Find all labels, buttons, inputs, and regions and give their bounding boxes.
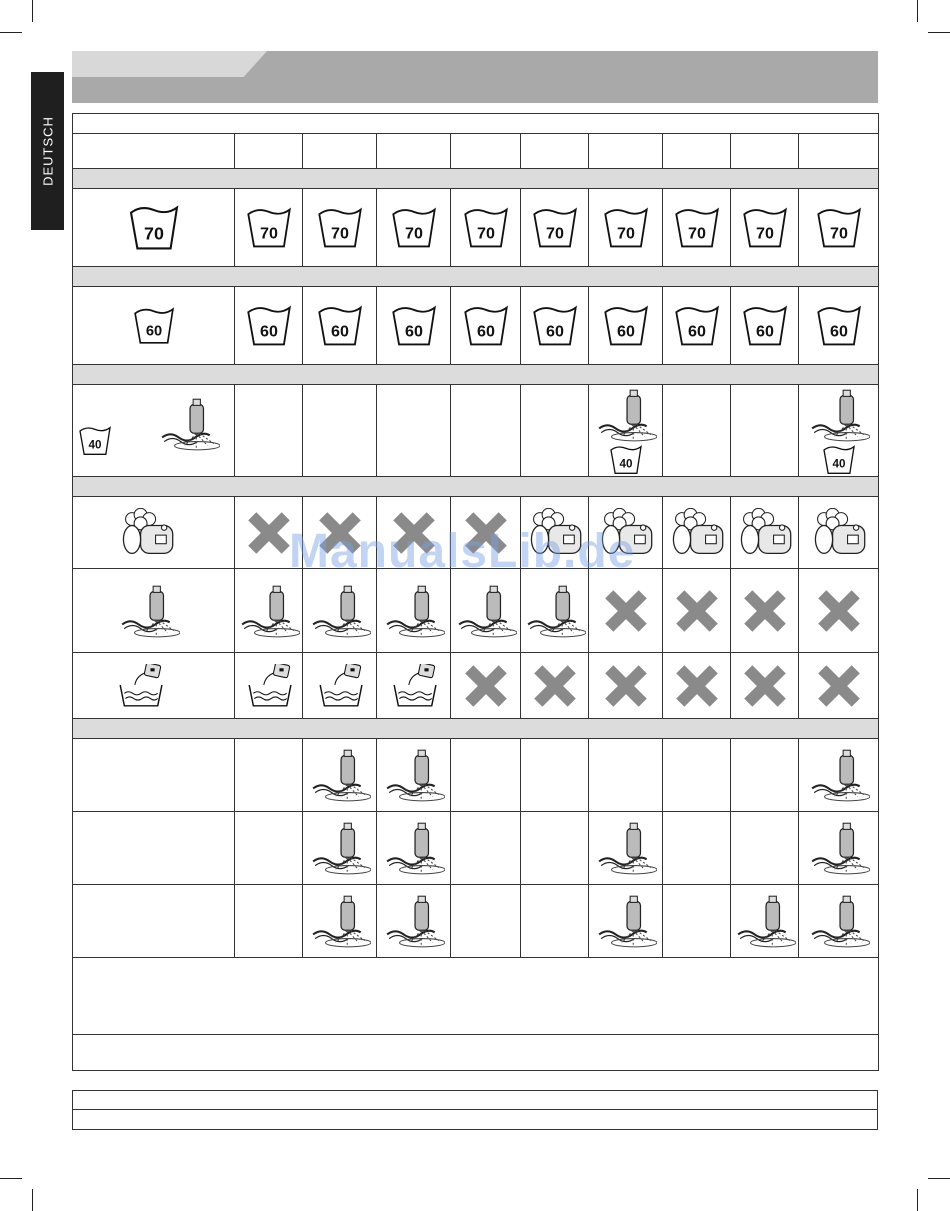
program-cell-none [663, 739, 731, 812]
row-label-cell [73, 739, 235, 812]
wash-temp-label: 70 [259, 223, 278, 242]
wash-temp-icon [391, 305, 437, 347]
wash-temp-icon [77, 426, 113, 456]
wash-temp-icon [603, 207, 649, 249]
section-band-cell [73, 719, 879, 739]
wash-temp-icon [317, 207, 363, 249]
program-cell-none [235, 739, 303, 812]
drum-icon [735, 508, 795, 558]
wash-temp-label: 60 [755, 321, 774, 340]
program-cell-x [235, 497, 303, 569]
program-cell-spray [303, 812, 377, 885]
wash-temp-label: 40 [832, 457, 846, 470]
section-band-cell [73, 477, 879, 497]
program-cell-spray [799, 739, 879, 812]
program-cell-tub70 [521, 189, 589, 267]
program-cell-tub60 [663, 287, 731, 365]
program-cell-spray40 [799, 385, 879, 477]
wash-temp-label: 60 [404, 321, 423, 340]
spray-icon [383, 893, 445, 949]
program-cell-tub70 [663, 189, 731, 267]
program-cell-none [521, 885, 589, 958]
watermark: ManualsLib.de [289, 525, 636, 578]
spray-icon [595, 893, 657, 949]
crop-mark [917, 0, 918, 22]
wash-temp-label: 60 [829, 321, 848, 340]
section-band-cell [73, 169, 879, 189]
program-cell-spray40 [589, 385, 663, 477]
spray-row [73, 569, 879, 653]
program-cell-none [377, 385, 451, 477]
spray-icon [808, 893, 870, 949]
program-cell-x [451, 653, 521, 719]
program-cell-spray [521, 569, 589, 653]
program-cell-x [663, 653, 731, 719]
program-cell-drum [589, 497, 663, 569]
crop-mark [928, 32, 950, 33]
drum-icon [809, 508, 869, 558]
wash-temp-icon [742, 207, 788, 249]
tablet-icon [390, 664, 438, 708]
program-cell-none [235, 812, 303, 885]
cross-icon [816, 588, 862, 634]
wash-temp-label: 60 [259, 321, 278, 340]
wash-temp-icon [674, 305, 720, 347]
wash-temp-label: 70 [616, 223, 635, 242]
language-tab[interactable] [31, 72, 64, 230]
wash-temp-icon [463, 207, 509, 249]
program-cell-tub70 [589, 189, 663, 267]
wash-temp-label: 70 [330, 223, 349, 242]
column-header-row [73, 134, 879, 169]
cross-icon [742, 663, 788, 709]
program-cell-tablet [377, 653, 451, 719]
wash-temp-label: 70 [687, 223, 706, 242]
spray-icon [734, 893, 796, 949]
program-cell-tub70 [799, 189, 879, 267]
program-cell-none [589, 739, 663, 812]
spray-icon [455, 583, 517, 639]
program-cell-x [589, 569, 663, 653]
option-row [73, 885, 879, 958]
wash-temp-label: 70 [829, 223, 848, 242]
wash-temp-icon [603, 305, 649, 347]
wash-temp-icon [463, 305, 509, 347]
header-cell [663, 134, 731, 169]
row-label-cell [73, 812, 235, 885]
program-cell-x [799, 653, 879, 719]
tablet-icon [316, 664, 364, 708]
spray-icon [309, 747, 371, 803]
program-cell-none [235, 385, 303, 477]
drum-icon [596, 508, 656, 558]
wash-temp-label: 40 [88, 438, 102, 451]
program-cell-tablet [235, 653, 303, 719]
program-cell-tub70 [303, 189, 377, 267]
cross-icon [532, 663, 578, 709]
spray-icon [309, 583, 371, 639]
section-band [73, 477, 879, 497]
program-cell-x [521, 653, 589, 719]
spray-icon [238, 583, 300, 639]
row-label-cell [73, 189, 235, 267]
section-band [73, 267, 879, 287]
wash-temp-icon [816, 207, 862, 249]
header-cell [451, 134, 521, 169]
program-cell-none [303, 385, 377, 477]
program-cell-none [663, 385, 731, 477]
program-cell-spray [303, 885, 377, 958]
section-band [73, 365, 879, 385]
header-cell [521, 134, 589, 169]
drum-icon [525, 508, 585, 558]
drum-row [73, 497, 879, 569]
row-label-cell [73, 497, 235, 569]
wash-temp-label: 60 [616, 321, 635, 340]
program-cell-tub60 [589, 287, 663, 365]
program-cell-spray [377, 739, 451, 812]
row-label-cell [73, 653, 235, 719]
wash-temp-label: 70 [476, 223, 495, 242]
program-cell-x [451, 497, 521, 569]
program-cell-spray [377, 885, 451, 958]
drum-icon [117, 508, 177, 558]
cross-icon [674, 663, 720, 709]
row-label-cell [73, 287, 235, 365]
program-table [72, 113, 879, 1071]
header-cell [303, 134, 377, 169]
crop-mark [0, 32, 22, 33]
crop-mark [928, 1178, 950, 1179]
crop-mark [917, 1189, 918, 1211]
program-cell-tub60 [303, 287, 377, 365]
program-cell-x [663, 569, 731, 653]
cross-icon [816, 663, 862, 709]
cross-icon [463, 510, 509, 556]
program-cell-none [521, 812, 589, 885]
wash-temp-label: 60 [545, 321, 564, 340]
cross-icon [246, 510, 292, 556]
cross-icon [463, 663, 509, 709]
section-band-cell [73, 267, 879, 287]
program-cell-tub60 [731, 287, 799, 365]
crop-mark [0, 1178, 22, 1179]
header-tab [72, 51, 267, 77]
header-cell [589, 134, 663, 169]
program-cell-none [521, 739, 589, 812]
drum-icon [667, 508, 727, 558]
spray-icon [808, 820, 870, 876]
program-cell-tub70 [731, 189, 799, 267]
header-cell [73, 134, 235, 169]
program-cell-x [589, 653, 663, 719]
row-label-cell [73, 569, 235, 653]
tablet-row [73, 653, 879, 719]
tablet-icon [116, 664, 164, 708]
program-cell-spray [589, 885, 663, 958]
spray-icon [524, 583, 586, 639]
cross-icon [391, 510, 437, 556]
program-cell-spray [303, 739, 377, 812]
program-cell-spray [303, 569, 377, 653]
section-band [73, 719, 879, 739]
program-cell-none [451, 739, 521, 812]
program-cell-none [731, 812, 799, 885]
wash-temp-label: 60 [687, 321, 706, 340]
spray-icon [383, 820, 445, 876]
spray-icon [383, 583, 445, 639]
row-label-cell [73, 885, 235, 958]
program-cell-spray [377, 812, 451, 885]
cross-icon [603, 588, 649, 634]
program-cell-none [235, 885, 303, 958]
program-cell-none [521, 385, 589, 477]
program-cell-tub60 [451, 287, 521, 365]
program-cell-spray [799, 812, 879, 885]
program-cell-x [377, 497, 451, 569]
notes-row [73, 958, 879, 1035]
footer-box-1 [72, 1090, 878, 1110]
program-cell-spray [451, 569, 521, 653]
program-cell-tub60 [377, 287, 451, 365]
spray-icon [309, 893, 371, 949]
wash-temp-label: 70 [545, 223, 564, 242]
header-cell [235, 134, 303, 169]
program-cell-none [663, 885, 731, 958]
program-cell-none [731, 739, 799, 812]
language-tab-label: DEUTSCH [40, 116, 55, 186]
spray-icon [595, 387, 657, 443]
program-cell-none [731, 385, 799, 477]
program-cell-none [451, 812, 521, 885]
program-cell-none [663, 812, 731, 885]
program-cell-drum [663, 497, 731, 569]
section-band-cell [73, 365, 879, 385]
spray40-row [73, 385, 879, 477]
wash-temp-icon [674, 207, 720, 249]
spray-icon [309, 820, 371, 876]
program-cell-tablet [303, 653, 377, 719]
spray-icon [808, 747, 870, 803]
program-cell-drum [799, 497, 879, 569]
header-cell [731, 134, 799, 169]
cross-icon [317, 510, 363, 556]
temp60-row [73, 287, 879, 365]
option-row [73, 739, 879, 812]
wash-temp-icon [742, 305, 788, 347]
cross-icon [674, 588, 720, 634]
wash-temp-label: 40 [619, 457, 632, 470]
spray-icon [808, 387, 870, 443]
wash-temp-label: 70 [404, 223, 423, 242]
program-cell-tub70 [377, 189, 451, 267]
spray-icon [118, 583, 180, 639]
program-cell-drum [731, 497, 799, 569]
program-cell-x [731, 569, 799, 653]
wash-temp-icon [608, 445, 644, 475]
program-cell-tub60 [799, 287, 879, 365]
temp70-row [73, 189, 879, 267]
wash-temp-icon [246, 305, 292, 347]
header-cell [799, 134, 879, 169]
wash-temp-label: 60 [330, 321, 349, 340]
wash-temp-label: 60 [476, 321, 495, 340]
wash-temp-label: 70 [755, 223, 774, 242]
header-cell [377, 134, 451, 169]
wash-temp-icon [391, 207, 437, 249]
program-cell-tub60 [235, 287, 303, 365]
row-label-cell [73, 385, 235, 477]
crop-mark [32, 0, 33, 22]
wash-temp-icon [816, 305, 862, 347]
program-cell-none [451, 385, 521, 477]
spray-icon [383, 747, 445, 803]
wash-temp-icon [128, 205, 180, 251]
notes-cell-2 [73, 1035, 879, 1071]
program-cell-spray [731, 885, 799, 958]
program-cell-tub70 [451, 189, 521, 267]
footer-box-2 [72, 1109, 878, 1130]
wash-temp-icon [821, 445, 857, 475]
spray-icon [158, 396, 220, 452]
wash-temp-label: 60 [145, 322, 162, 339]
spray-icon [595, 820, 657, 876]
program-cell-x [303, 497, 377, 569]
program-cell-spray [377, 569, 451, 653]
notes-row-2 [73, 1035, 879, 1071]
program-cell-x [799, 569, 879, 653]
program-cell-none [451, 885, 521, 958]
program-cell-x [731, 653, 799, 719]
wash-temp-label: 70 [143, 223, 164, 243]
cross-icon [603, 663, 649, 709]
table-title-cell [73, 114, 879, 134]
cross-icon [742, 588, 788, 634]
wash-temp-icon [317, 305, 363, 347]
program-cell-drum [521, 497, 589, 569]
wash-temp-icon [532, 305, 578, 347]
section-band [73, 169, 879, 189]
program-cell-spray [799, 885, 879, 958]
notes-cell [73, 958, 879, 1035]
program-cell-spray [235, 569, 303, 653]
wash-temp-icon [133, 306, 175, 346]
wash-temp-icon [246, 207, 292, 249]
program-cell-tub70 [235, 189, 303, 267]
wash-temp-icon [532, 207, 578, 249]
crop-mark [32, 1189, 33, 1211]
program-cell-spray [589, 812, 663, 885]
title-row [73, 114, 879, 134]
option-row [73, 812, 879, 885]
program-cell-tub60 [521, 287, 589, 365]
tablet-icon [245, 664, 293, 708]
